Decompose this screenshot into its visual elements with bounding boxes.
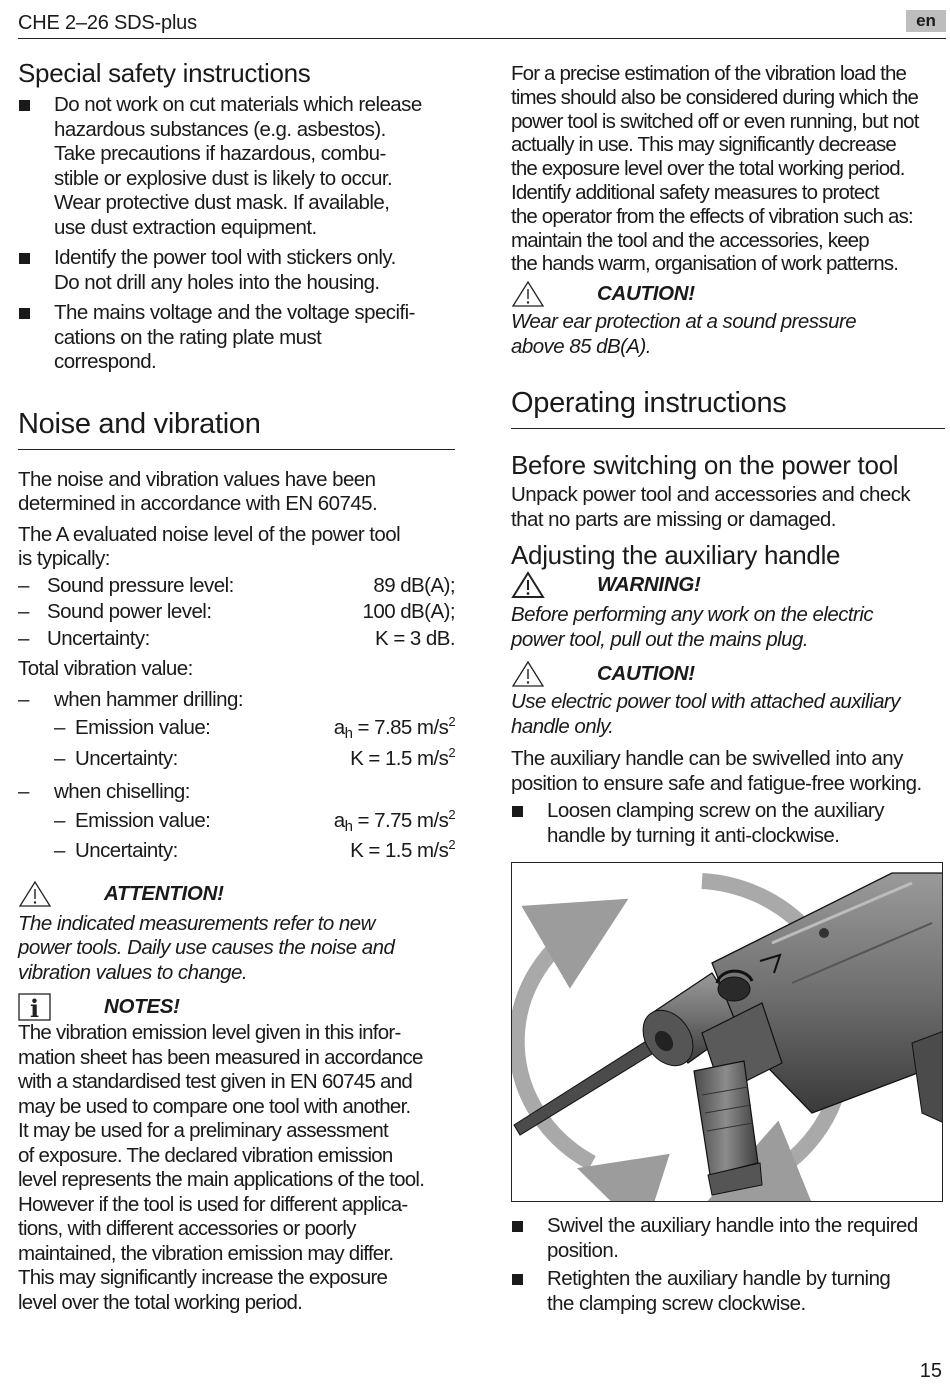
- right-column: [511, 62, 945, 1316]
- warning-label: WARNING!: [597, 573, 701, 597]
- hammer-drill-illustration: [512, 863, 943, 1202]
- chiselling-group: [18, 780, 455, 864]
- warning-notice: [511, 571, 945, 599]
- auxiliary-handle-figure: [511, 862, 943, 1202]
- caution-text: Use electric power tool with attached auxiliary handle only.: [511, 690, 900, 738]
- list-item: Retighten the auxiliary handle by turning the clamping screw clockwise.: [511, 1267, 945, 1316]
- noise-level-row: – Sound pressure level: 89 dB(A);: [18, 574, 455, 599]
- warning-triangle-icon: [511, 571, 545, 599]
- operating-instructions-heading: Operating instructions: [511, 387, 945, 429]
- adjusting-handle-heading: Adjusting the auxiliary handle: [511, 540, 841, 571]
- caution-notice: [511, 660, 945, 688]
- noise-intro-paragraph: The noise and vibration values have been determined in accordance with EN 60745.: [18, 467, 378, 515]
- noise-vibration-heading: Noise and vibration: [18, 408, 455, 450]
- loosen-step-list: [511, 799, 945, 848]
- bullet-square-icon: [512, 806, 523, 817]
- page-number: 15: [919, 1360, 942, 1382]
- warning-triangle-icon: [18, 880, 52, 908]
- list-item: Do not work on cut materials which release hazardous substances (e.g. asbestos). Take precautions if hazardous, combu- stible or explosive dust is likely to occur. Wear protective dust mask. If available, use dust extraction equipment.: [18, 93, 455, 240]
- language-badge: en: [906, 10, 946, 32]
- emission-value: $a_h = 7.75$ $m/s^2$: [333, 806, 455, 835]
- attention-label: ATTENTION!: [104, 881, 224, 905]
- bullet-square-icon: [19, 308, 30, 319]
- list-item: Identify the power tool with stickers only. Do not drill any holes into the housing.: [18, 246, 455, 295]
- header-title: CHE 2–26 SDS-plus: [18, 12, 197, 34]
- emission-row: – Emission value: $a_h = 7.75$ $m/s^2$: [18, 809, 455, 834]
- before-switching-heading: Before switching on the power tool: [511, 450, 899, 481]
- caution-label: CAUTION!: [597, 662, 695, 686]
- attention-notice: [18, 880, 455, 908]
- list-item: The mains voltage and the voltage specifi- cations on the rating plate must correspond.: [18, 301, 455, 375]
- uncertainty-row: – Uncertainty: K = 1.5 $m/s^2$: [18, 839, 455, 864]
- swivel-paragraph: The auxiliary handle can be swivelled into any position to ensure safe and fatigue-free working.: [511, 747, 922, 795]
- warning-text: Before performing any work on the electric power tool, pull out the mains plug.: [511, 603, 874, 651]
- uncertainty-row: – Uncertainty: K = 1.5 $m/s^2$: [18, 747, 455, 772]
- noise-level-paragraph: The A evaluated noise level of the power tool is typically:: [18, 522, 401, 570]
- swivel-steps-list: [511, 1214, 945, 1316]
- bullet-square-icon: [512, 1221, 523, 1232]
- vibration-estimation-paragraph: For a precise estimation of the vibration load the times should also be considered during which the power tool is switched off or even running, but not actually in use. This may significantly decrease the exposure level over the total working period. Identify additional safety measures to protect the operator from the effects of vibration such as: maintain the tool and the accessories, keep the hands warm, organisation of work patterns.: [511, 62, 919, 276]
- bullet-square-icon: [19, 100, 30, 111]
- special-safety-list: [18, 93, 455, 375]
- emission-row: – Emission value: $a_h = 7.85$ $m/s^2$: [18, 716, 455, 741]
- list-item: Loosen clamping screw on the auxiliary handle by turning it anti-clockwise.: [511, 799, 945, 848]
- noise-level-row: – Sound power level: 100 dB(A);: [18, 600, 455, 625]
- hammer-drilling-label: – when hammer drilling:: [18, 688, 455, 713]
- uncertainty-value: K = 1.5 $m/s^2$: [350, 744, 455, 770]
- svg-text:i: i: [29, 994, 40, 1021]
- notes-text: The vibration emission level given in this infor- mation sheet has been measured in accordance with a standardised test given in EN 60745 and may be used to compare one tool with another. It may be used for a preliminary assessment of exposure. The declared vibration emission level represents the main applications of the tool. However if the tool is used for different applica- tions, with different accessories or poorly maintained, the vibration emission may differ. This may significantly increase the exposure level over the total working period.: [18, 1021, 425, 1314]
- left-column: [18, 58, 455, 1315]
- special-safety-heading: Special safety instructions: [18, 58, 311, 88]
- bullet-square-icon: [19, 253, 30, 264]
- noise-level-row: – Uncertainty: K = 3 dB.: [18, 627, 455, 652]
- chiselling-label: – when chiselling:: [18, 780, 455, 805]
- noise-levels-list: [18, 574, 455, 652]
- notes-notice: [18, 993, 455, 1021]
- total-vibration-label: Total vibration value:: [18, 657, 193, 680]
- info-icon: [18, 993, 52, 1021]
- attention-text: The indicated measurements refer to new power tools. Daily use causes the noise and vibration values to change.: [18, 911, 395, 984]
- before-switching-text: Unpack power tool and accessories and check that no parts are missing or damaged.: [511, 483, 911, 531]
- caution-notice: [511, 280, 945, 308]
- hammer-drilling-group: [18, 688, 455, 772]
- bullet-square-icon: [512, 1274, 523, 1285]
- page-header: [18, 8, 946, 39]
- list-item: Swivel the auxiliary handle into the required position.: [511, 1214, 945, 1263]
- emission-value: $a_h = 7.85$ $m/s^2$: [333, 714, 455, 742]
- caution-label: CAUTION!: [597, 282, 695, 306]
- warning-triangle-icon: [511, 660, 545, 688]
- warning-triangle-icon: [511, 280, 545, 308]
- notes-label: NOTES!: [104, 995, 180, 1018]
- uncertainty-value: K = 1.5 $m/s^2$: [350, 837, 455, 862]
- caution-text: Wear ear protection at a sound pressure above 85 dB(A).: [511, 310, 857, 358]
